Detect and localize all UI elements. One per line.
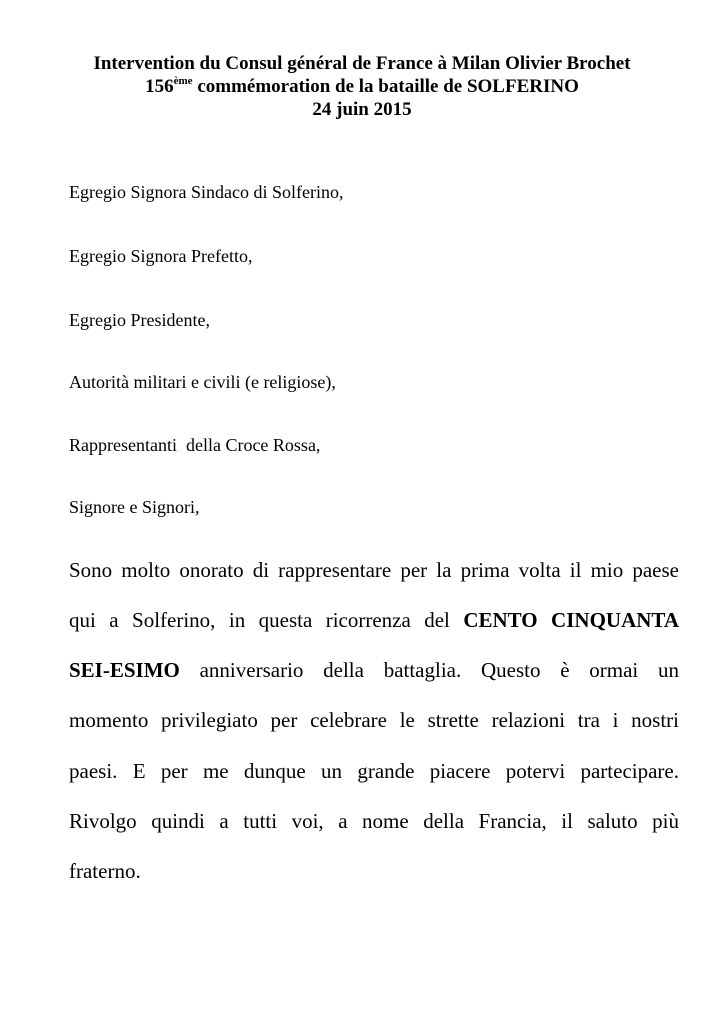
paragraph-line-3 bbox=[69, 657, 679, 683]
header-date: 24 juin 2015 bbox=[312, 99, 412, 120]
header-subtitle bbox=[0, 75, 724, 98]
paragraph-line-2 bbox=[69, 607, 679, 633]
paragraph-line-7: fraterno. bbox=[69, 859, 141, 883]
paragraph-line-5: paesi. E per me dunque un grande piacere potervi partecipare. bbox=[69, 759, 679, 783]
paragraph-line-2-text: qui a Solferino, in questa ricorrenza del bbox=[69, 608, 464, 632]
salutation-presidente: Egregio Presidente, bbox=[69, 310, 210, 330]
header-anniversary-number: 156 bbox=[145, 76, 174, 97]
salutation-signore: Signore e Signori, bbox=[69, 497, 200, 517]
salutation-croce-rossa-text: Rappresentanti della Croce Rossa, bbox=[69, 435, 321, 455]
paragraph-line-6: Rivolgo quindi a tutti voi, a nome della Francia, il saluto più bbox=[69, 809, 679, 833]
salutation-croce-rossa bbox=[69, 434, 320, 456]
salutation-sindaco: Egregio Signora Sindaco di Solferino, bbox=[69, 182, 344, 202]
header-ordinal-suffix: ème bbox=[173, 74, 193, 87]
header-event: commémoration de la bataille de SOLFERINO bbox=[192, 76, 579, 97]
paragraph-line-1: Sono molto onorato di rappresentare per la prima volta il mio paese bbox=[69, 558, 679, 582]
paragraph-line-3-text: anniversario della battaglia. Questo è ormai un bbox=[179, 658, 679, 682]
paragraph-line-3-bold: SEI-ESIMO bbox=[69, 658, 180, 682]
document-header bbox=[0, 52, 724, 121]
paragraph-line-2-bold: CENTO CINQUANTA bbox=[463, 608, 680, 632]
salutation-prefetto: Egregio Signora Prefetto, bbox=[69, 246, 253, 266]
salutation-autorita: Autorità militari e civili (e religiose), bbox=[69, 372, 336, 392]
paragraph-line-4: momento privilegiato per celebrare le strette relazioni tra i nostri bbox=[69, 708, 679, 732]
header-title: Intervention du Consul général de France à Milan Olivier Brochet bbox=[93, 53, 631, 74]
